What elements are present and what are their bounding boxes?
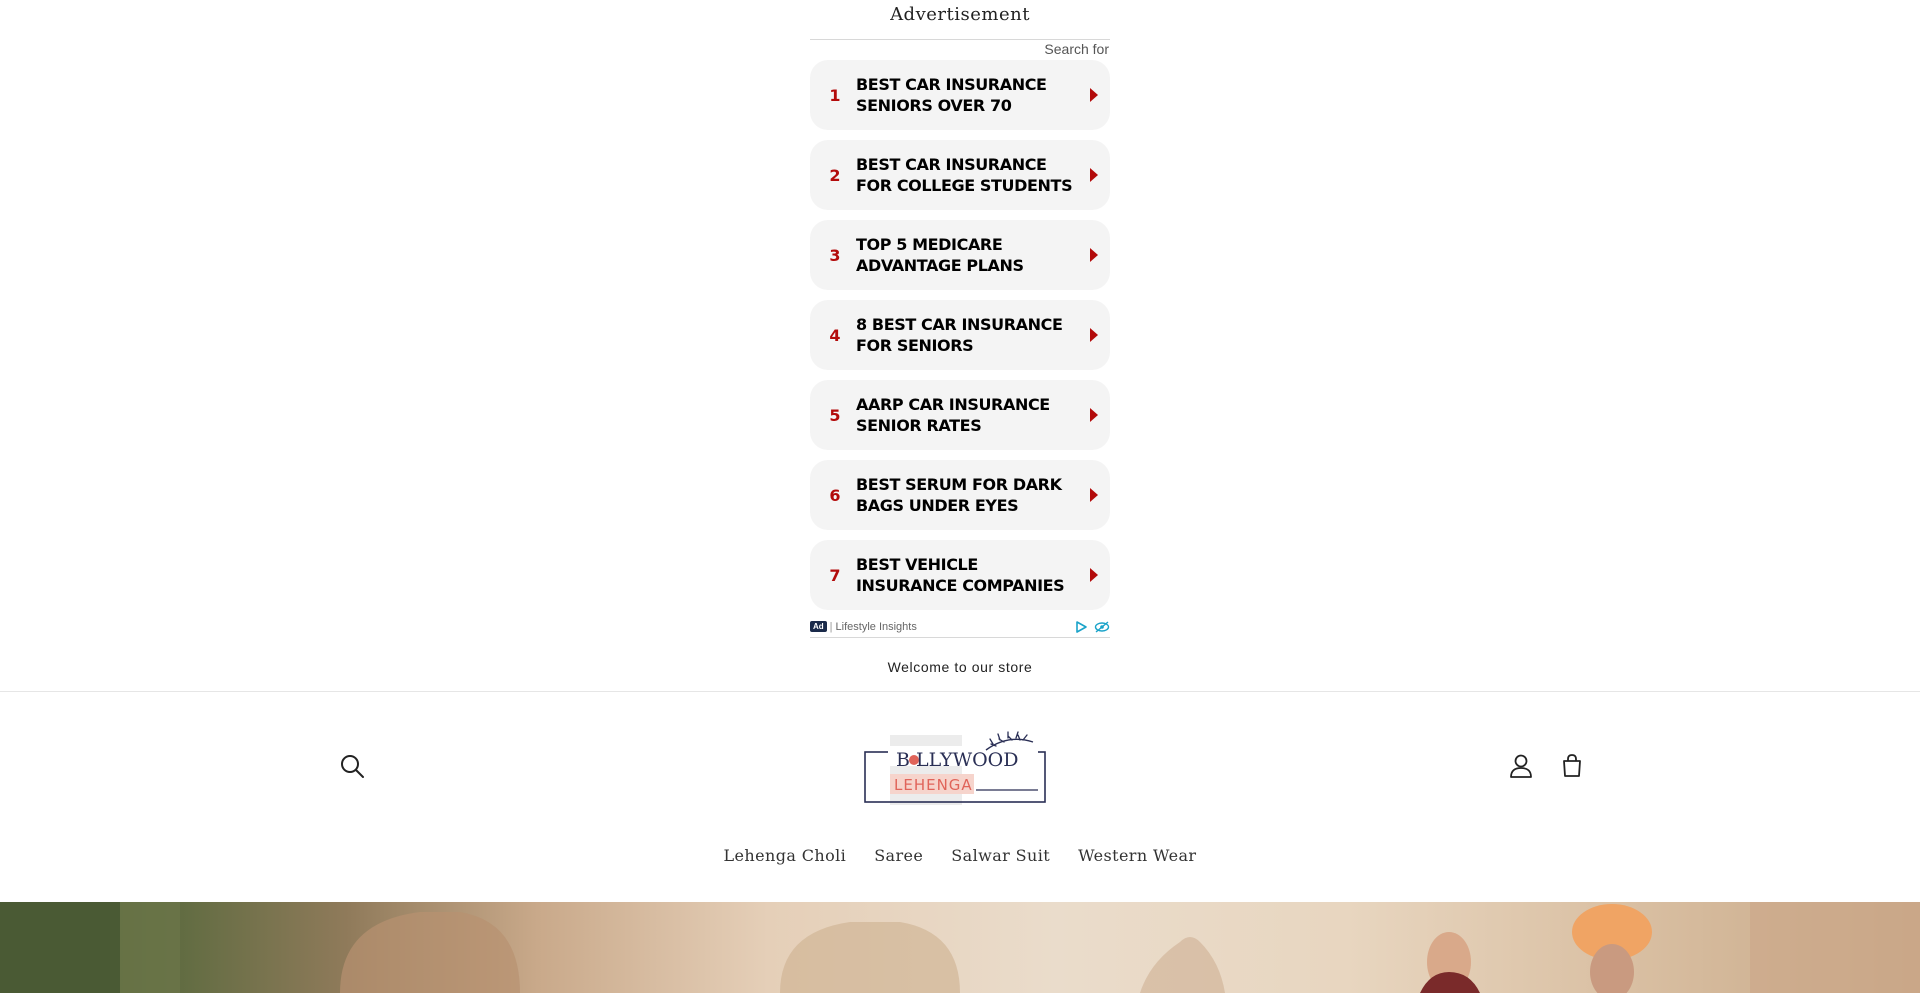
ad-item-text: BEST VEHICLE INSURANCE COMPANIES bbox=[856, 555, 1065, 595]
ad-item-text: AARP CAR INSURANCE SENIOR RATES bbox=[856, 395, 1050, 435]
ad-item-number: 6 bbox=[829, 485, 841, 505]
ad-item-number: 2 bbox=[829, 165, 841, 185]
adchoices-play-icon[interactable] bbox=[1074, 620, 1088, 634]
ad-item-number: 1 bbox=[829, 85, 841, 105]
ad-item-number: 4 bbox=[829, 325, 841, 345]
cart-icon[interactable] bbox=[1556, 750, 1588, 782]
ad-search-item[interactable] bbox=[810, 140, 1110, 210]
ad-search-item[interactable] bbox=[810, 540, 1110, 610]
play-arrow-icon bbox=[1090, 88, 1098, 102]
ad-container bbox=[810, 0, 1110, 633]
hide-ad-eye-icon[interactable] bbox=[1094, 620, 1110, 634]
ad-item-text: BEST CAR INSURANCE SENIORS OVER 70 bbox=[856, 75, 1047, 115]
play-arrow-icon bbox=[1090, 168, 1098, 182]
announcement-bar: Welcome to our store bbox=[0, 652, 1920, 692]
ad-item-number: 7 bbox=[829, 565, 841, 585]
hero-banner-image[interactable] bbox=[0, 902, 1920, 993]
nav-item-lehenga-choli[interactable]: Lehenga Choli bbox=[723, 846, 847, 865]
ad-search-for-label: Search for bbox=[1044, 41, 1109, 57]
ad-choices-icons[interactable] bbox=[1074, 620, 1110, 634]
ad-item-number: 5 bbox=[829, 405, 841, 425]
nav-item-saree[interactable]: Saree bbox=[874, 846, 924, 865]
ad-search-item[interactable] bbox=[810, 460, 1110, 530]
nav-item-western-wear[interactable]: Western Wear bbox=[1078, 846, 1197, 865]
play-arrow-icon bbox=[1090, 328, 1098, 342]
ad-item-number: 3 bbox=[829, 245, 841, 265]
play-arrow-icon bbox=[1090, 488, 1098, 502]
ad-search-item[interactable] bbox=[810, 60, 1110, 130]
logo-text-bottom: LEHENGA bbox=[894, 776, 973, 794]
play-arrow-icon bbox=[1090, 568, 1098, 582]
logo-text-top: B LLYWOOD bbox=[896, 749, 1019, 771]
ad-title: Advertisement bbox=[810, 0, 1110, 40]
ad-item-text: BEST SERUM FOR DARK BAGS UNDER EYES bbox=[856, 475, 1062, 515]
account-icon[interactable] bbox=[1505, 750, 1537, 782]
nav-item-salwar-suit[interactable]: Salwar Suit bbox=[951, 846, 1051, 865]
ad-search-item[interactable] bbox=[810, 380, 1110, 450]
search-icon[interactable] bbox=[336, 750, 368, 782]
store-logo[interactable] bbox=[858, 728, 1058, 812]
ad-item-text: 8 BEST CAR INSURANCE FOR SENIORS bbox=[856, 315, 1063, 355]
ad-search-item[interactable] bbox=[810, 300, 1110, 370]
ad-separator: | bbox=[829, 620, 833, 633]
ad-item-text: BEST CAR INSURANCE FOR COLLEGE STUDENTS bbox=[856, 155, 1073, 195]
play-arrow-icon bbox=[1090, 408, 1098, 422]
ad-item-text: TOP 5 MEDICARE ADVANTAGE PLANS bbox=[856, 235, 1024, 275]
ad-badge: Ad bbox=[810, 621, 827, 632]
main-nav bbox=[0, 838, 1920, 873]
ad-search-item[interactable] bbox=[810, 220, 1110, 290]
play-arrow-icon bbox=[1090, 248, 1098, 262]
ad-footer bbox=[810, 616, 1110, 638]
ad-sponsor[interactable]: Lifestyle Insights bbox=[835, 620, 917, 633]
